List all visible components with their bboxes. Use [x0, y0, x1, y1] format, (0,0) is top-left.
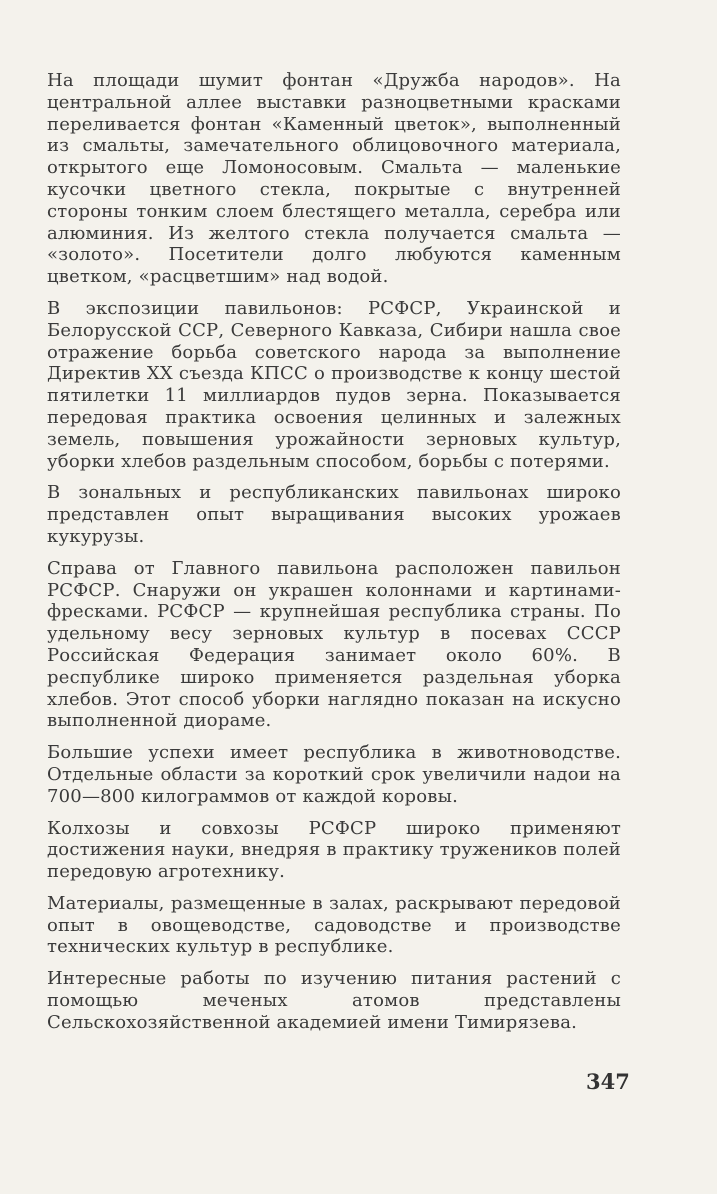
paragraph-pavilions-exposition: В экспозиции павильонов: РСФСР, Украинской и Белорусской ССР, Северного Кавказа, Сибири нашла свое отражение борьба советского народа за выполнение Директив XX съезда КПСС о производстве к концу шестой пятилетки 11 миллиардов пудов зерна. Показывается передовая практика освоения целинных и залежных земель, повышения урожайности зерновых культур, уборки хлебов раздельным способом, борьбы с потерями.: [47, 297, 621, 472]
paragraph-fountains: На площади шумит фонтан «Дружба народов». На центральной аллее выставки разноцветными красками переливается фонтан «Каменный цветок», выполненный из смальты, замечательного облицовочного материала, открытого еще Ломоносовым. Смальта — маленькие кусочки цветного стекла, покрытые с внутренней стороны тонким слоем блестящего металла, серебра или алюминия. Из желтого стекла получается смальта — «золото». Посетители долго любуются каменным цветком, «расцветшим» над водой.: [47, 70, 621, 288]
paragraph-rsfsr-pavilion: Справа от Главного павильона расположен павильон РСФСР. Снаружи он украшен колоннами и картинами-фресками. РСФСР — крупнейшая республика страны. По удельному весу зерновых культур в посевах СССР Российская Федерация занимает около 60%. В республике широко применяется раздельная уборка хлебов. Этот способ уборки наглядно показан на искусно выполненной диораме.: [47, 557, 621, 732]
paragraph-livestock: Большие успехи имеет республика в животноводстве. Отдельные области за короткий срок увеличили надои на 700—800 килограммов от каждой коровы.: [47, 742, 621, 807]
page-body: [47, 70, 621, 1044]
paragraph-corn: В зональных и республиканских павильонах широко представлен опыт выращивания высоких урожаев кукурузы.: [47, 482, 621, 547]
paragraph-plant-nutrition: Интересные работы по изучению питания растений с помощью меченых атомов представлены Сельскохозяйственной академией имени Тимирязева.: [47, 968, 621, 1033]
page-number: 347: [586, 1069, 630, 1094]
paragraph-collective-farms: Колхозы и совхозы РСФСР широко применяют достижения науки, внедряя в практику тружеников полей передовую агротехнику.: [47, 817, 621, 883]
paragraph-materials: Материалы, размещенные в залах, раскрывают передовой опыт в овощеводстве, садоводстве и производстве технических культур в республике.: [47, 892, 621, 958]
